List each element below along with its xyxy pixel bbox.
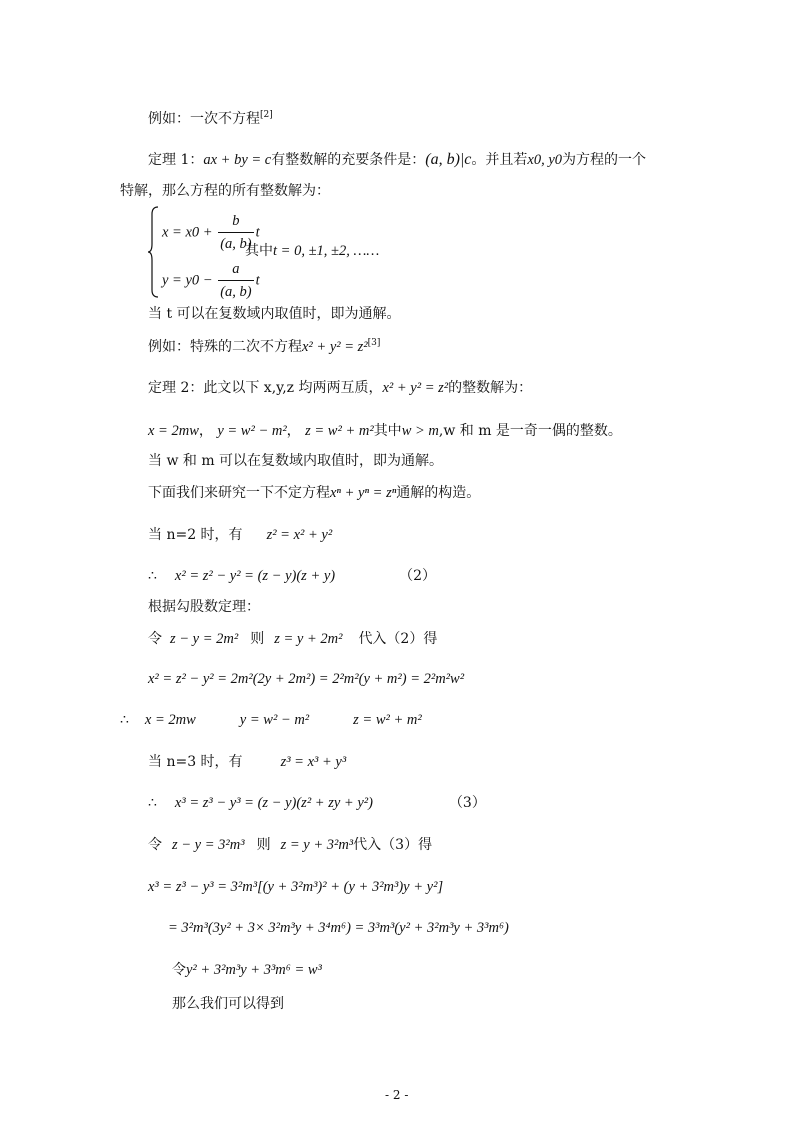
therefore-symbol: ∴ (148, 568, 157, 584)
fermat-equation: xⁿ + yⁿ = zⁿ (330, 485, 397, 501)
study-tail: 通解的构造。 (396, 485, 481, 501)
general-solution-text: 当 t 可以在复数域内取值时，即为通解。 (148, 306, 401, 322)
theorem-1-end: 为方程的一个 (562, 152, 647, 168)
condition-tail: ,w 和 m 是一奇一偶的整数。 (438, 423, 622, 439)
result-x: x = 2mw (144, 712, 196, 728)
study-text: 下面我们来研究一下不定方程 (148, 485, 330, 501)
theorem-1-line-2-text: 特解，那么方程的所有整数解为： (120, 183, 330, 199)
therefore-symbol-3: ∴ (148, 795, 157, 811)
then3-equation: z = y + 3²m³ (280, 837, 354, 853)
page-number: - 2 - (385, 1088, 409, 1102)
then-label: 则 (250, 631, 265, 647)
eq2b-line (148, 670, 464, 688)
theorem-1-tail: 。并且若 (471, 152, 528, 168)
eq3b-expression: x³ = z³ − y³ = 3²m³[(y + 3²m³)² + (y + 3²m³)y + y²] (148, 879, 444, 895)
eq3-number: （3） (448, 795, 486, 811)
system-where (245, 242, 379, 260)
n2-equation: z² = x² + y² (266, 527, 333, 543)
let3-label: 令 (148, 837, 162, 853)
final-text: 那么我们可以得到 (172, 996, 284, 1012)
eq2b-expression: x² = z² − y² = 2m²(2y + 2m²) = 2²m²(y + m²) = 2²m²w² (148, 671, 465, 687)
eq3c-expression: = 3²m³(3y² + 3× 3²m³y + 3⁴m⁶) = 3³m³(y² + 3²m³y + 3³m⁶) (168, 920, 509, 936)
study-line (148, 484, 480, 502)
let2-line (148, 630, 437, 648)
solution-x: x = 2mw (148, 423, 199, 439)
general-solution-line (148, 305, 401, 323)
theorem-2-tail: 的整数解为： (448, 380, 533, 396)
pythagorean-theorem-text: 根据勾股数定理： (148, 599, 260, 615)
example-quadratic-line (148, 338, 380, 356)
citation-2: [2] (260, 110, 273, 120)
n2-text: 当 n=2 时，有 (148, 527, 243, 543)
system-y-numerator: a (232, 261, 240, 277)
eq3-line (148, 794, 486, 812)
final-line (172, 995, 284, 1013)
system-x-left: x = x0 + (162, 224, 217, 241)
wm-complex-line (148, 452, 443, 470)
therefore-symbol-2: ∴ (120, 712, 129, 728)
n2-line (148, 526, 332, 544)
let-w3-label: 令 (172, 962, 186, 978)
let-w3-line (172, 961, 322, 979)
system-y-denominator: (a, b) (218, 280, 253, 303)
eq3b-line (148, 878, 443, 896)
theorem-2-solution-line: x = 2mw， y = w² − m²， z = w² + m²其中w > m,w 和 m 是一奇一偶的整数。 (148, 423, 622, 439)
solution-z: z = w² + m² (305, 423, 374, 439)
then3-label: 则 (256, 837, 271, 853)
condition-equation: w > m (401, 423, 439, 439)
system-y-row (162, 258, 260, 303)
particular-solution-vars: x0, y0 (527, 152, 563, 168)
let3-equation: z − y = 3²m³ (172, 837, 245, 853)
eq3-expression: x³ = z³ − y³ = (z − y)(z² + zy + y²) (174, 795, 373, 811)
let-w3-equation: y² + 3²m³y + 3³m⁶ = w³ (186, 962, 322, 978)
theorem-2-label: 定理 2：此文以下 x,y,z 均两两互质， (148, 380, 383, 396)
let2-equation: z − y = 2m² (170, 631, 239, 647)
system-x-t: t (255, 224, 260, 241)
citation-3: [3] (367, 338, 381, 348)
gcd-divides-condition: (a, b)|c (425, 151, 472, 168)
substitute-2: 代入（2）得 (358, 631, 438, 647)
result-y: y = w² − m² (239, 712, 310, 728)
theorem-1-line (148, 151, 646, 169)
pythagorean-theorem-line (148, 598, 260, 616)
system-x-denominator: (a, b) (218, 232, 253, 255)
system-x-numerator: b (232, 213, 240, 229)
theorem-1-mid: 有整数解的充要条件是： (271, 152, 426, 168)
result-z: z = w² + m² (353, 712, 422, 728)
t-range: t = 0, ±1, ±2, …… (273, 243, 380, 259)
pythagorean-equation: x² + y² = z² (302, 339, 368, 355)
theorem-1-line-2 (120, 182, 330, 200)
theorem-2-line (148, 379, 532, 397)
then2-equation: z = y + 2m² (274, 631, 343, 647)
eq2-line (148, 567, 436, 585)
example-linear-text: 例如：一次不方程 (148, 111, 260, 127)
theorem-1-label: 定理 1： (148, 152, 204, 168)
example-linear-line (148, 110, 273, 128)
eq3c-line (168, 919, 509, 937)
system-y-left: y = y0 − (162, 272, 217, 289)
system-brace-icon (148, 206, 160, 298)
n3-equation: z³ = x³ + y³ (280, 754, 347, 770)
eq2-expression: x² = z² − y² = (z − y)(z + y) (174, 568, 336, 584)
substitute-3: 代入（3）得 (353, 837, 433, 853)
solution-y: y = w² − m² (217, 423, 287, 439)
example-quadratic-text: 例如：特殊的二次不方程 (148, 339, 302, 355)
let3-line (148, 836, 432, 854)
theorem-2-equation: x² + y² = z² (382, 380, 449, 396)
let-label: 令 (148, 631, 162, 647)
eq2-number: （2） (399, 568, 437, 584)
wm-complex-text: 当 w 和 m 可以在复数域内取值时，即为通解。 (148, 453, 444, 469)
n3-text: 当 n=3 时，有 (148, 754, 243, 770)
condition-label: 其中 (373, 423, 402, 439)
system-where-text: 其中 (245, 243, 273, 259)
n3-line (148, 753, 346, 771)
system-y-t: t (255, 272, 260, 289)
linear-equation: ax + by = c (203, 152, 272, 168)
result-line (120, 711, 422, 729)
